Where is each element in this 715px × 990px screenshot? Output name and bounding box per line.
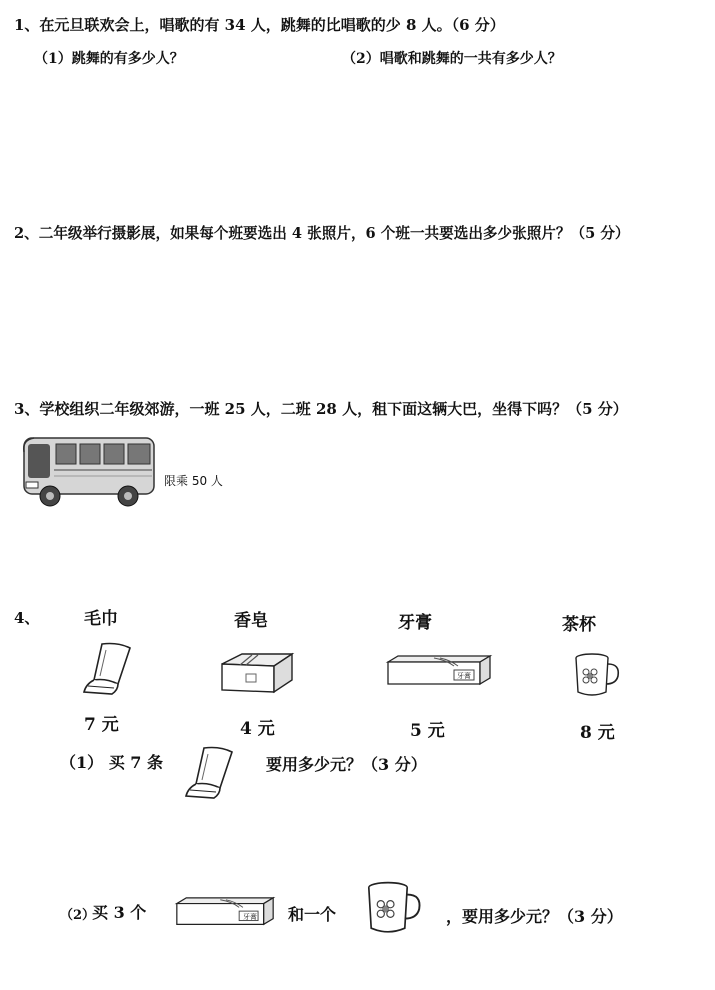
towel-icon-inline [180,744,238,802]
question-4-sub-2-suffix: ，要用多少元？（3 分） [446,907,623,926]
question-3-text: 3、学校组织二年级郊游，一班 25 人，二班 28 人，租下面这辆大巴，坐得下吗？（5 分） [14,400,628,418]
question-4-sub-1-prefix: （1） 买 7 条 [60,753,163,772]
teacup-icon [572,652,622,700]
item-price-toothpaste: 5 元 [410,721,445,741]
question-4-sub-2-num: （2） [60,908,96,923]
question-4-sub-2-and: 和一个 [288,905,337,924]
toothpaste-icon-inline [172,896,278,930]
question-1-sub-2: （2）唱歌和跳舞的一共有多少人？ [342,51,562,67]
question-4-sub-2-buy: 买 3 个 [92,903,147,922]
bus-capacity-label: 限乘 50 人 [164,474,223,488]
item-name-soap: 香皂 [234,611,268,631]
item-price-teacup: 8 元 [580,723,615,743]
question-1-sub-1: （1）跳舞的有多少人？ [34,51,184,67]
bus-icon [18,434,158,510]
question-1-text: 1、在元旦联欢会上，唱歌的有 34 人，跳舞的比唱歌的少 8 人。（6 分） [14,16,505,34]
towel-icon [78,640,136,698]
toothpaste-box-text: 牙膏 [457,672,471,680]
item-price-towel: 7 元 [84,715,119,735]
toothpaste-icon [384,654,494,690]
teacup-icon-inline [364,880,424,938]
soap-icon [218,650,296,694]
question-2-text: 2、二年级举行摄影展，如果每个班要选出 4 张照片，6 个班一共要选出多少张照片？（5 分） [14,225,630,242]
item-price-soap: 4 元 [240,719,275,739]
item-name-toothpaste: 牙膏 [398,613,432,633]
item-name-teacup: 茶杯 [562,615,596,635]
toothpaste-box-text-inline: 牙膏 [243,913,257,921]
item-name-towel: 毛巾 [84,609,118,629]
question-4-sub-1-suffix: 要用多少元？（3 分） [266,755,427,774]
question-4-number: 4、 [14,609,40,627]
